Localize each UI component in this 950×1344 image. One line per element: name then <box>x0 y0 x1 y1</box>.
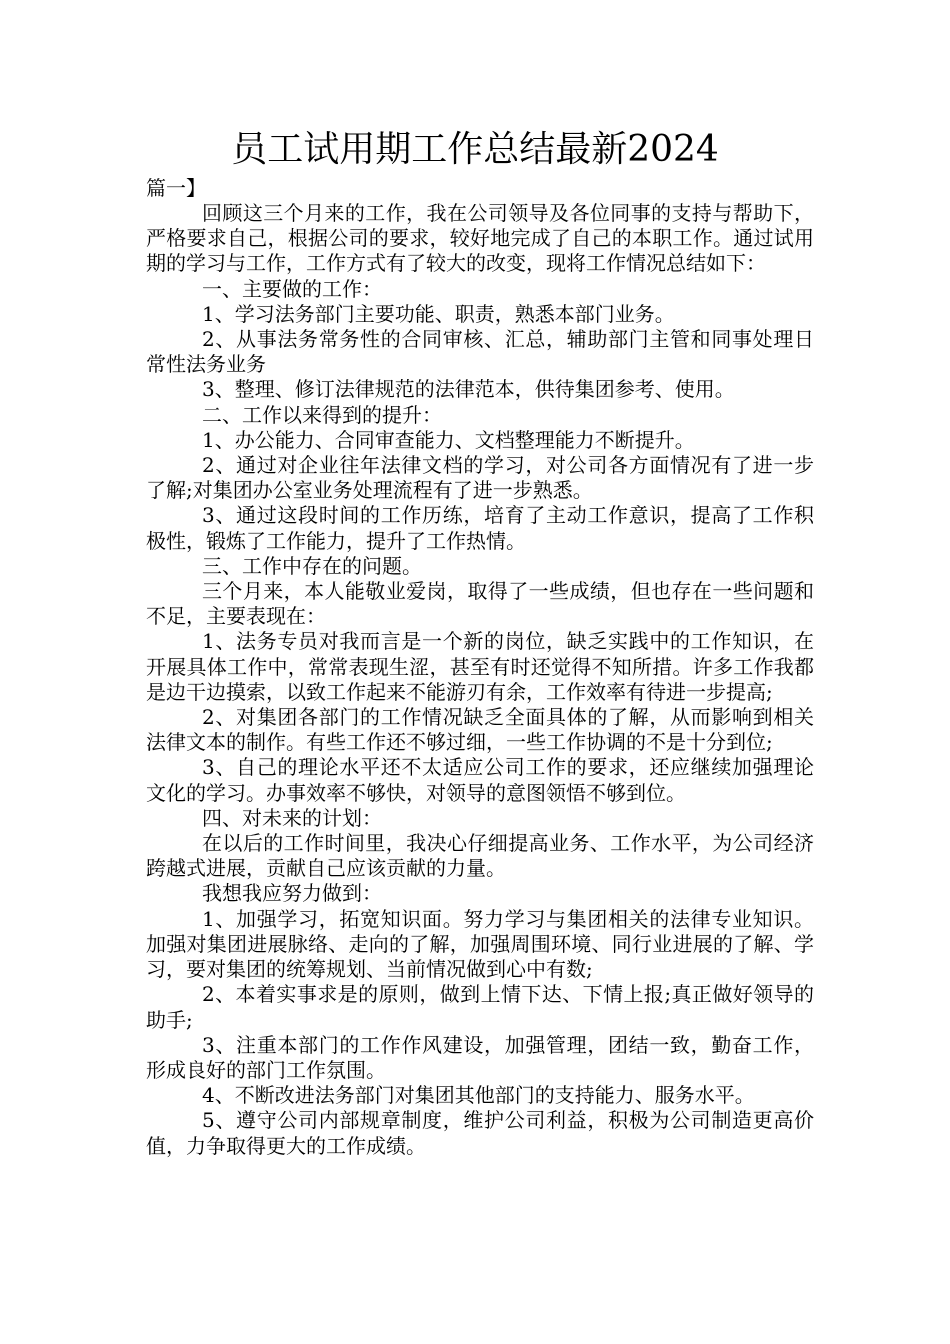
paragraph: 我想我应努力做到： <box>202 881 382 906</box>
paragraph: 3、通过这段时间的工作历练，培育了主动工作意识，提高了工作积极性，锻炼了工作能力，提升了工作热情。 <box>146 503 814 553</box>
paragraph: 5、遵守公司内部规章制度，维护公司利益，积极为公司制造更高价值，力争取得更大的工作成绩。 <box>146 1108 814 1158</box>
paragraph: 1、法务专员对我而言是一个新的岗位，缺乏实践中的工作知识，在开展具体工作中，常常表现生涩，甚至有时还觉得不知所措。许多工作我都是边干边摸索，以致工作起来不能游刃有余，工作效率有待进一步提高; <box>146 629 814 704</box>
paragraph: 一、主要做的工作： <box>202 276 382 301</box>
section-label: 篇一】 <box>146 176 206 200</box>
paragraph: 1、办公能力、合同审查能力、文档整理能力不断提升。 <box>202 427 695 452</box>
paragraph: 4、不断改进法务部门对集团其他部门的支持能力、服务水平。 <box>202 1083 755 1108</box>
paragraph: 1、加强学习，拓宽知识面。努力学习与集团相关的法律专业知识。加强对集团进展脉络、走向的了解，加强周围环境、同行业进展的了解、学习，要对集团的统筹规划、当前情况做到心中有数; <box>146 906 814 982</box>
paragraph: 三个月来，本人能敬业爱岗，取得了一些成绩，但也存在一些问题和不足，主要表现在： <box>146 579 814 629</box>
document-body <box>146 201 814 1159</box>
paragraph: 在以后的工作时间里，我决心仔细提高业务、工作水平，为公司经济跨越式进展，贡献自己应该贡献的力量。 <box>146 831 814 881</box>
paragraph: 2、对集团各部门的工作情况缺乏全面具体的了解，从而影响到相关法律文本的制作。有些工作还不够过细，一些工作协调的不是十分到位; <box>146 705 814 755</box>
paragraph: 二、工作以来得到的提升： <box>202 402 442 427</box>
paragraph: 1、学习法务部门主要功能、职责，熟悉本部门业务。 <box>202 301 675 326</box>
paragraph: 3、注重本部门的工作作风建设，加强管理，团结一致，勤奋工作，形成良好的部门工作氛围。 <box>146 1032 814 1082</box>
paragraph: 3、自己的理论水平还不太适应公司工作的要求，还应继续加强理论文化的学习。办事效率不够快，对领导的意图领悟不够到位。 <box>146 755 814 805</box>
paragraph: 回顾这三个月来的工作，我在公司领导及各位同事的支持与帮助下，严格要求自己，根据公司的要求，较好地完成了自己的本职工作。通过试用期的学习与工作，工作方式有了较大的改变，现将工作情况总结如下： <box>146 201 814 276</box>
paragraph: 2、从事法务常务性的合同审核、汇总，辅助部门主管和同事处理日常性法务业务 <box>146 327 814 377</box>
paragraph: 2、通过对企业往年法律文档的学习，对公司各方面情况有了进一步了解;对集团办公室业务处理流程有了进一步熟悉。 <box>146 453 814 503</box>
paragraph: 四、对未来的计划： <box>202 805 382 830</box>
paragraph: 2、本着实事求是的原则，做到上情下达、下情上报;真正做好领导的助手; <box>146 982 814 1032</box>
paragraph: 3、整理、修订法律规范的法律范本，供待集团参考、使用。 <box>202 377 735 402</box>
document-title: 员工试用期工作总结最新2024 <box>231 129 719 170</box>
paragraph: 三、工作中存在的问题。 <box>202 553 422 578</box>
